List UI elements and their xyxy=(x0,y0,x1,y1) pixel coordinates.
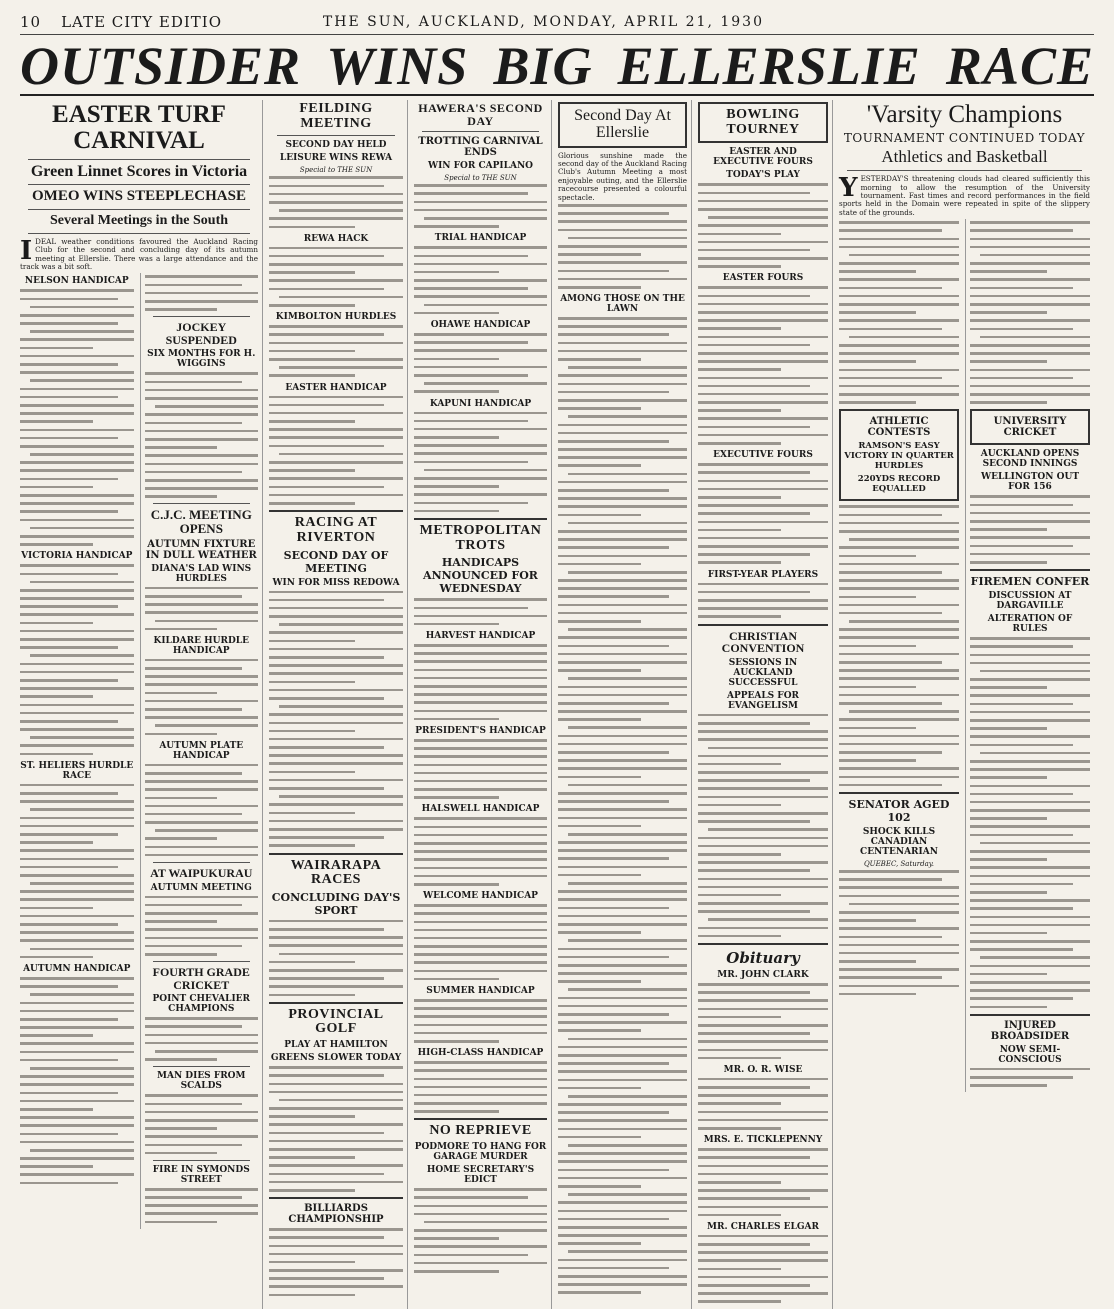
golf-deck: PLAY AT HAMILTON xyxy=(284,1040,388,1051)
dateline: Special to THE SUN xyxy=(444,174,517,183)
text-block xyxy=(698,183,828,267)
text-block xyxy=(698,286,828,444)
text-block xyxy=(970,637,1090,1008)
text-block xyxy=(698,583,828,618)
deck-athletics: Athletics and Basketball xyxy=(881,147,1048,167)
lead-paragraph: Glorious sunshine made the second day of the Auckland Racing Club's Autumn Meeting a most enjoyable outing, and the Ellerslie racecourse presented a colourful spectacle. xyxy=(558,150,687,202)
deck-second-day: SECOND DAY HELD xyxy=(285,140,387,151)
race-heading: WELCOME HANDICAP xyxy=(423,891,538,902)
firemen-deck-2: ALTERATION OF RULES xyxy=(987,614,1073,635)
text-block xyxy=(269,1228,403,1296)
cjc-headline: C.J.C. MEETING OPENS xyxy=(150,507,252,537)
metropolitan-headline: METROPOLITAN TROTS xyxy=(419,522,542,553)
firemen-headline: FIREMEN CONFER xyxy=(970,575,1090,589)
cjc-deck-2: DIANA'S LAD WINS HURDLES xyxy=(151,563,252,584)
riverton-headline: RACING AT RIVERTON xyxy=(294,515,378,545)
wairarapa-deck: CONCLUDING DAY'S SPORT xyxy=(271,890,401,917)
text-block xyxy=(414,412,547,513)
paper-dateline: THE SUN, AUCKLAND, MONDAY, APRIL 21, 1930 xyxy=(322,14,764,30)
senator-deck: SHOCK KILLS CANADIAN CENTENARIAN xyxy=(860,827,938,857)
text-block xyxy=(970,495,1090,563)
deck-green-linnet: Green Linnet Scores in Victoria xyxy=(30,162,248,180)
text-block xyxy=(20,564,134,755)
senator-headline: SENATOR AGED 102 xyxy=(848,798,950,824)
billiards-headline: BILLIARDS CHAMPIONSHIP xyxy=(288,1203,384,1226)
banner-word: WINS xyxy=(326,36,469,96)
column-varsity xyxy=(839,100,1094,1309)
cricket-deck-2: WELLINGTON OUT FOR 156 xyxy=(980,472,1080,493)
no-reprieve-headline: NO REPRIEVE xyxy=(429,1123,532,1139)
banner-word: ELLERSLIE xyxy=(617,36,921,96)
section-heading: EXECUTIVE FOURS xyxy=(713,450,813,461)
text-block xyxy=(145,275,259,310)
text-block xyxy=(145,587,259,631)
text-block xyxy=(414,246,547,314)
convention-deck-2: APPEALS FOR EVANGELISM xyxy=(726,690,800,711)
race-results-right xyxy=(140,273,259,1229)
fire-headline: FIRE IN SYMONDS STREET xyxy=(152,1164,250,1185)
boxed-headline xyxy=(970,409,1090,445)
athletic-deck-2: 220YDS RECORD EQUALLED xyxy=(857,474,941,495)
race-heading: ST. HELIERS HURDLE RACE xyxy=(20,760,134,781)
race-heading: KILDARE HURDLE HANDICAP xyxy=(153,635,249,656)
text-block xyxy=(414,904,547,980)
deck-leisure: LEISURE WINS REWA xyxy=(279,153,393,164)
race-heading: EASTER HANDICAP xyxy=(285,382,387,393)
text-block xyxy=(414,1188,547,1272)
deck-capilano: WIN FOR CAPILANO xyxy=(427,161,534,172)
text-block xyxy=(20,977,134,1184)
golf-deck-2: GREENS SLOWER TODAY xyxy=(270,1053,402,1064)
obituary-heading: Obituary xyxy=(726,949,800,967)
cricket-deck: POINT CHEVALIER CHAMPIONS xyxy=(152,994,251,1015)
athletic-headline: ATHLETIC CONTESTS xyxy=(867,416,931,439)
varsity-right-column xyxy=(965,219,1090,1092)
text-block xyxy=(970,221,1090,404)
headline-bowling: BOWLING TOURNEY xyxy=(726,107,800,137)
obituary-name: MR. O. R. WISE xyxy=(723,1064,803,1075)
text-block xyxy=(414,333,547,393)
text-block xyxy=(145,372,259,497)
deck-todays-play: TODAY'S PLAY xyxy=(726,170,800,181)
text-block xyxy=(414,598,547,625)
page-number: 10 xyxy=(20,13,42,31)
waipukurau-headline: AT WAIPUKURAU xyxy=(150,866,253,881)
text-block xyxy=(558,317,687,1294)
column-ellerslie-day xyxy=(558,100,692,1309)
text-block xyxy=(269,247,403,307)
dateline: Special to THE SUN xyxy=(299,166,373,175)
edition-label: LATE CITY EDITIO xyxy=(61,13,222,31)
section-heading: EASTER FOURS xyxy=(722,273,804,284)
banner-word: RACE xyxy=(945,36,1094,96)
deck-tournament: TOURNAMENT CONTINUED TODAY xyxy=(843,131,1086,146)
athletic-deck: RAMSON'S EASY VICTORY IN QUARTER HURDLES xyxy=(844,441,954,472)
text-block xyxy=(839,505,959,786)
text-block xyxy=(970,1068,1090,1087)
race-heading: KIMBOLTON HURDLES xyxy=(275,312,397,323)
broadsider-deck: NOW SEMI-CONSCIOUS xyxy=(998,1044,1062,1065)
convention-headline: CHRISTIAN CONVENTION xyxy=(721,628,805,656)
race-results-left xyxy=(20,273,134,1229)
scalds-headline: MAN DIES FROM SCALDS xyxy=(157,1071,246,1092)
firemen-deck: DISCUSSION AT DARGAVILLE xyxy=(988,591,1072,612)
deck-trotting: TROTTING CARNIVAL ENDS xyxy=(418,136,543,159)
cricket-deck: AUCKLAND OPENS SECOND INNINGS xyxy=(980,449,1080,470)
text-block xyxy=(698,714,828,938)
text-block xyxy=(145,764,259,857)
riverton-deck: SECOND DAY OF MEETING xyxy=(283,548,389,575)
headline-feilding: FEILDING MEETING xyxy=(299,101,373,131)
dateline: QUEBEC, Saturday. xyxy=(863,860,935,868)
text-block xyxy=(698,1148,828,1216)
column-feilding xyxy=(269,100,408,1309)
race-heading: AUTUMN HANDICAP xyxy=(23,963,131,974)
jockey-headline: JOCKEY SUSPENDED xyxy=(165,320,237,347)
lawn-subheading: AMONG THOSE ON THE LAWN xyxy=(560,294,685,315)
banner-word: BIG xyxy=(493,36,593,96)
race-heading: TRIAL HANDICAP xyxy=(434,233,527,244)
broadsider-headline: INJURED BROADSIDER xyxy=(990,1019,1070,1042)
text-block xyxy=(698,1078,828,1130)
obituary-name: MR. CHARLES ELGAR xyxy=(707,1221,819,1232)
text-block xyxy=(269,396,403,505)
headline-easter-turf: EASTER TURF CARNIVAL xyxy=(52,101,226,155)
deck-fours: EASTER AND EXECUTIVE FOURS xyxy=(713,147,813,168)
banner-word: OUTSIDER xyxy=(20,36,302,96)
text-block xyxy=(558,204,687,288)
column-easter-turf xyxy=(20,100,263,1309)
text-block xyxy=(414,999,547,1043)
race-heading: PRESIDENT'S HANDICAP xyxy=(415,725,546,736)
cricket-headline: UNIVERSITY CRICKET xyxy=(993,416,1067,439)
text-block xyxy=(269,176,403,228)
race-heading: AUTUMN PLATE HANDICAP xyxy=(159,740,244,761)
wairarapa-headline: WAIRARAPA RACES xyxy=(290,857,382,888)
text-block xyxy=(20,289,134,545)
text-block xyxy=(20,784,134,959)
race-heading: HARVEST HANDICAP xyxy=(425,631,536,642)
text-block xyxy=(414,1061,547,1113)
text-block xyxy=(698,463,828,564)
text-block xyxy=(698,1235,828,1303)
no-reprieve-deck: PODMORE TO HANG FOR GARAGE MURDER xyxy=(414,1142,547,1163)
text-block xyxy=(269,325,403,377)
text-block xyxy=(698,983,828,1059)
text-block xyxy=(414,184,547,228)
convention-deck: SESSIONS IN AUCKLAND SUCCESSFUL xyxy=(728,657,798,688)
text-block xyxy=(145,896,259,956)
text-block xyxy=(269,1066,403,1191)
metropolitan-deck: HANDICAPS ANNOUNCED FOR WEDNESDAY xyxy=(423,556,538,596)
drop-capital: I xyxy=(20,235,33,266)
no-reprieve-deck-2: HOME SECRETARY'S EDICT xyxy=(426,1165,535,1186)
boxed-headline xyxy=(698,102,828,143)
text-block xyxy=(145,1094,259,1154)
boxed-headline xyxy=(839,409,959,501)
boxed-headline xyxy=(558,102,687,148)
obituary-name: MRS. E. TICKLEPENNY xyxy=(703,1135,823,1146)
text-block xyxy=(145,1188,259,1223)
race-heading: SUMMER HANDICAP xyxy=(426,986,535,996)
banner-headline xyxy=(20,38,1094,96)
column-hawera xyxy=(414,100,552,1309)
race-heading: VICTORIA HANDICAP xyxy=(21,551,133,562)
deck-omeo: OMEO WINS STEEPLECHASE xyxy=(32,188,246,205)
text-block xyxy=(839,221,959,404)
text-block xyxy=(145,659,259,735)
text-block xyxy=(414,644,547,720)
cjc-deck: AUTUMN FIXTURE IN DULL WEATHER xyxy=(145,538,257,561)
deck-several-meetings: Several Meetings in the South xyxy=(49,213,229,229)
lead-paragraph: IDEAL weather conditions favoured the Auckland Racing Club for the second and concluding day of its autumn meeting at Ellerslie. There was a large attendance and the track was a bit soft. xyxy=(20,235,258,271)
race-heading: KAPUNI HANDICAP xyxy=(429,398,532,409)
riverton-deck-2: WIN FOR MISS REDOWA xyxy=(272,577,400,588)
race-heading: NELSON HANDICAP xyxy=(24,276,129,287)
text-block xyxy=(414,817,547,885)
text-block xyxy=(839,870,959,995)
jockey-deck: SIX MONTHS FOR H. WIGGINS xyxy=(147,349,256,370)
race-heading: HIGH-CLASS HANDICAP xyxy=(417,1048,544,1059)
race-heading: HALSWELL HANDICAP xyxy=(421,804,540,815)
cricket-headline: FOURTH GRADE CRICKET xyxy=(152,965,250,992)
column-bowling xyxy=(698,100,833,1309)
text-block xyxy=(414,739,547,799)
masthead xyxy=(20,10,1094,35)
article-columns xyxy=(20,100,1094,1232)
headline-second-day: Second Day At Ellerslie xyxy=(574,107,671,141)
headline-varsity: 'Varsity Champions xyxy=(866,101,1063,128)
lead-paragraph: YESTERDAY'S threatening clouds had cleared sufficiently this morning to allow the resumption of the University tournament. Fast times and record performances in the field sports held in the Domain were repeated in spite of the slippery state of the grounds. xyxy=(839,173,1090,217)
headline-hawera: HAWERA'S SECOND DAY xyxy=(418,101,543,128)
drop-capital: Y xyxy=(839,173,858,204)
varsity-left-column xyxy=(839,219,959,1092)
race-heading: REWA HACK xyxy=(303,233,369,244)
text-block xyxy=(269,920,403,996)
race-heading: OHAWE HANDICAP xyxy=(430,320,531,330)
obituary-name: MR. JOHN CLARK xyxy=(717,970,809,980)
waipukurau-deck: AUTUMN MEETING xyxy=(150,882,252,893)
section-heading: FIRST-YEAR PLAYERS xyxy=(707,569,819,580)
text-block xyxy=(145,1017,259,1061)
text-block xyxy=(269,591,403,847)
golf-headline: PROVINCIAL GOLF xyxy=(288,1006,384,1037)
